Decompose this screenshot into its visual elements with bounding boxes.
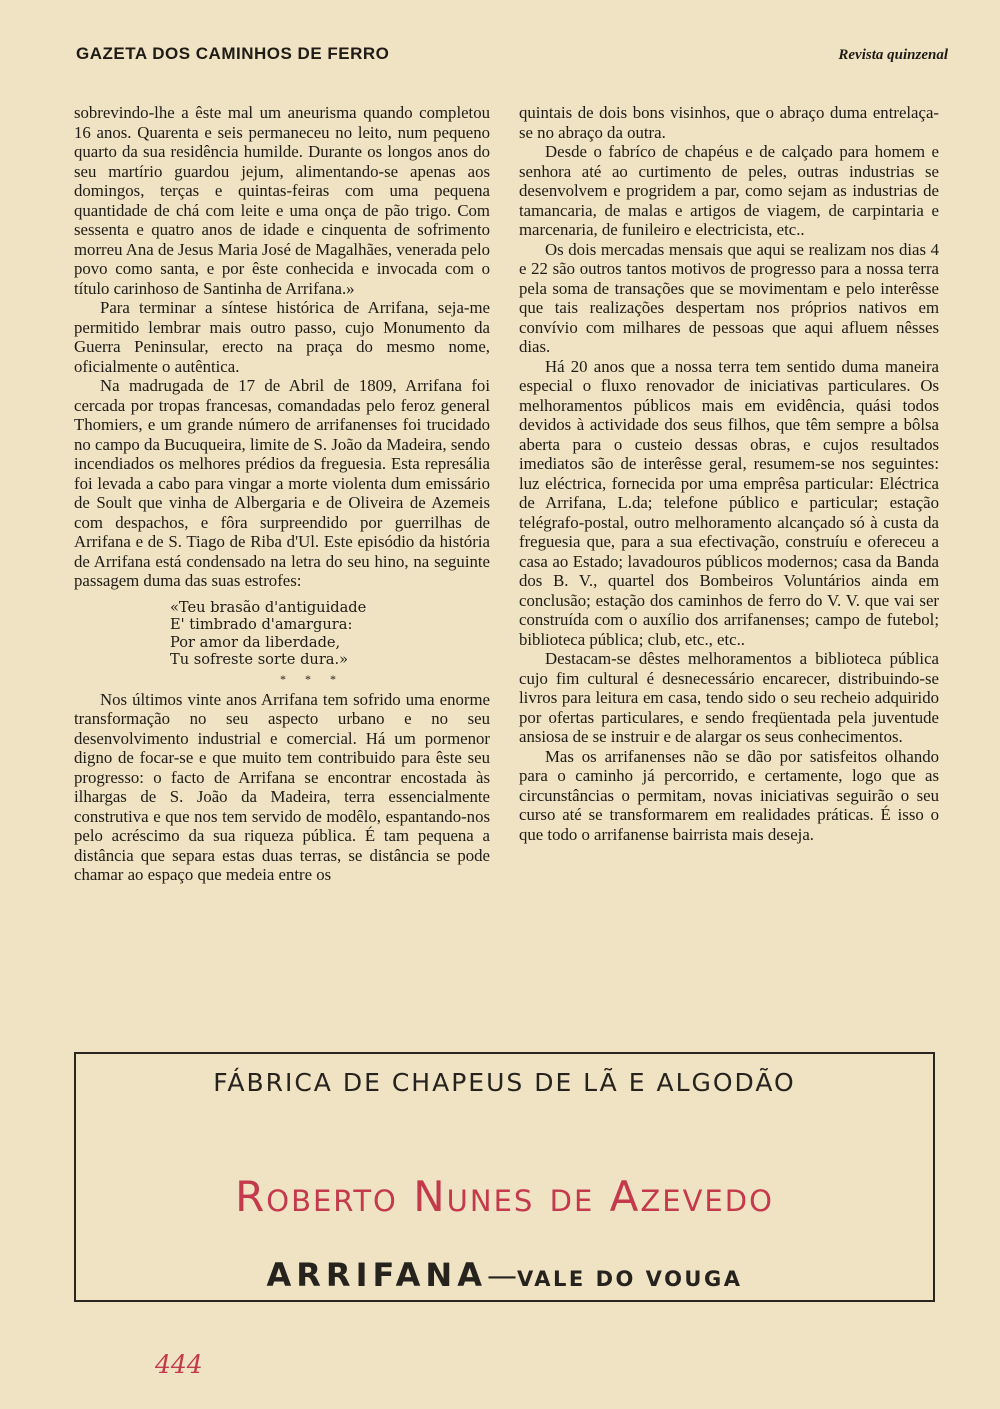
paragraph: quintais de dois bons visinhos, que o abraço duma entrelaça-se no abraço da outra. [519,103,939,142]
journal-title: GAZETA DOS CAMINHOS DE FERRO [76,44,390,63]
ad-factory-line: FÁBRICA DE CHAPEUS DE LÃ E ALGODÃO [213,1068,796,1097]
verse-line: «Teu brasão d'antiguidade [170,598,367,616]
paragraph: Mas os arrifanenses não se dão por satisfeitos olhando para o caminho já percorrido, e certamente, logo que as circunstâncias o permitam, novas iniciativas seguirão o seu curso até se transformarem em realidades práticas. É isso o que todo o arrifanense bairrista mais deseja. [519,746,939,844]
left-column [74,103,490,885]
paragraph: Nos últimos vinte anos Arrifana tem sofrido uma enorme transformação no seu aspecto urbano e no seu desenvolvimento industrial e comercial. Há um pormenor digno de focar-se e que muito tem contribuido para êste seu progresso: o facto de Arrifana se encontrar encostada às ilhargas de S. João da Madeira, terra essencialmente construtiva e que nos tem servido de modêlo, espantando-nos pelo acréscimo da sua riqueza pública. É tam pequena a distância que separa estas duas terras, se distância se pode chamar ao espaço que medeia entre os [74,689,490,884]
running-header [76,44,948,64]
paragraph: Há 20 anos que a nossa terra tem sentido duma maneira especial o fluxo renovador de iniciativas particulares. Os melhoramentos públicos mais em evidência, quási todos devidos à actividade dos seus filhos, que têm sempre a bôlsa aberta para o custeio dessas obras, e cujos resultados imediatos são de interêsse geral, resumem-se nos seguintes: luz eléctrica, fornecida por uma emprêsa particular: Eléctrica de Arrifana, L.da; telefone público e particular; estação telégrafo-postal, outro melhoramento alcançado só à custa da freguesia que, para a sua efectivação, construíu e ofereceu a casa ao Estado; lavadouros públicos modernos; casa da Banda dos B. V., quartel dos Bombeiros Voluntários ainda em conclusão; estação dos caminhos de ferro do V. V. que vai ser construída com o auxílio dos arrifanenses; campo de futebol; biblioteca pública; club, etc., etc.. [519,356,939,649]
hymn-verse [170,599,490,669]
ad-location [76,1256,933,1294]
verse-line: E' timbrado d'amargura: [170,616,353,633]
paragraph: Os dois mercadas mensais que aqui se realizam nos dias 4 e 22 são outros tantos motivos de progresso para a nossa terra pela soma de transações que se movimentam e pelo interêsse que tais realizações despertam nos próprios nativos em convívio com milhares de pessoas que aqui afluem nêsses dias. [519,239,939,356]
page-number: 444 [155,1350,203,1379]
paragraph: Na madrugada de 17 de Abril de 1809, Arrifana foi cercada por tropas francesas, comandadas pelo feroz general Thomiers, e um grande número de arrifanenses foi trucidado no campo da Bucuqueira, limite de S. João da Madeira, sendo incendiados os melhores prédios da freguesia. Esta represália foi levada a cabo para vingar a morte violenta dum emissário de Soult que vinha de Albergaria e de Oliveira de Azemeis com despachos, e fôra surpreendido por guerrilhas de Arrifana e de S. Tiago de Riba d'Ul. Este episódio da história de Arrifana está condensado na letra do seu hino, na seguinte passagem duma das suas estrofes: [74,376,490,590]
ad-region: VALE DO VOUGA [516,1267,743,1291]
paragraph: Destacam-se dêstes melhoramentos a biblioteca pública cujo fim cultural é desnecessário encarecer, distribuindo-se livros para leitura em casa, tendo sido o seu recheio adquirido por ofertas particulares, e sendo freqüentada pela juventude ansiosa de se instruir e de alargar os seus conhecimentos. [519,649,939,746]
ad-dash: — [486,1259,517,1294]
periodicity-label: Revista quinzenal [838,47,948,63]
ad-place: ARRIFANA [266,1256,487,1294]
ad-company-name: Roberto Nunes de Azevedo [235,1172,774,1221]
paragraph: sobrevindo-lhe a êste mal um aneurisma quando completou 16 anos. Quarenta e seis permaneceu no leito, num pequeno quarto da sua residência humilde. Durante os longos anos do seu martírio guardou jejum, alimentando-se apenas aos domingos, terças e quintas-feiras com uma pequena quantidade de chá com leite e uma onça de pão trigo. Com sessenta e quatro anos de idade e cinquenta de sofrimento morreu Ana de Jesus Maria José de Magalhães, venerada pelo povo como santa, e por êste conhecida e invocada com o título carinhoso de Santinha de Arrifana.» [74,103,490,298]
section-separator: * * * [280,671,344,686]
paragraph: Para terminar a síntese histórica de Arrifana, seja-me permitido lembrar mais outro passo, cujo Monumento da Guerra Peninsular, erecto na praça do mesmo nome, oficialmente o autêntica. [74,298,490,376]
advertisement-box [74,1052,935,1302]
paragraph: Desde o fabríco de chapéus e de calçado para homem e senhora até ao curtimento de peles, outras industrias se desenvolvem e progridem a par, como sejam as industrias de tamancaria, de malas e artigos de viagem, de carpintaria e marcenaria, de funileiro e electricista, etc.. [519,142,939,239]
verse-line: Tu sofreste sorte dura.» [170,651,349,668]
right-column [519,103,939,844]
verse-line: Por amor da liberdade, [170,633,341,651]
